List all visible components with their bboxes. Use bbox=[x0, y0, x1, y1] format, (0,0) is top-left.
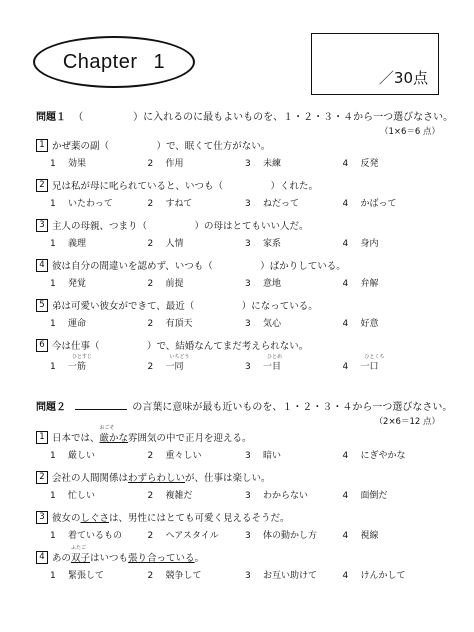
question-number: 2 bbox=[36, 471, 48, 484]
option[interactable]: 1 忙しい bbox=[50, 491, 96, 501]
option[interactable]: 2 作用 bbox=[147, 159, 184, 169]
option[interactable]: 3 一目 bbox=[245, 362, 282, 372]
option[interactable]: 1 効果 bbox=[50, 159, 87, 169]
option[interactable]: 1 一筋 bbox=[50, 362, 87, 372]
option[interactable]: 3 暗い bbox=[245, 451, 282, 461]
option[interactable]: 4 一口 bbox=[342, 362, 379, 372]
option[interactable]: 4 けんかして bbox=[342, 571, 406, 581]
option[interactable]: 3 お互い助けて bbox=[245, 571, 318, 581]
option[interactable]: 1 着ているもの bbox=[50, 531, 123, 541]
option[interactable]: 1 緊張して bbox=[50, 571, 105, 581]
question-number: 6 bbox=[36, 339, 48, 352]
question-number: 2 bbox=[36, 179, 48, 192]
section-2-label: 問題２ bbox=[36, 402, 66, 413]
question-item bbox=[36, 298, 440, 329]
option[interactable]: 1 厳しい bbox=[50, 451, 96, 461]
option[interactable]: 4 視線 bbox=[342, 531, 379, 541]
question-number: 4 bbox=[36, 259, 48, 272]
option[interactable]: 4 反発 bbox=[342, 159, 379, 169]
option[interactable]: 4 面倒だ bbox=[342, 491, 388, 501]
question-stem: 兄は私が母に叱られていると、いつも（ ）くれた。 bbox=[52, 181, 319, 192]
section-2-instruction: の言葉に意味が最も近いものを、１・２・３・４から一つ選びなさい。 bbox=[132, 402, 453, 413]
option[interactable]: 3 わからない bbox=[245, 491, 309, 501]
question-stem: 今は仕事（ ）で、結婚なんてまだ考えられない。 bbox=[52, 341, 309, 352]
option[interactable]: 4 弁解 bbox=[342, 279, 379, 289]
question-number: 3 bbox=[36, 511, 48, 524]
underline-blank bbox=[75, 400, 127, 410]
question-number: 1 bbox=[36, 139, 48, 152]
section-1-label: 問題１ bbox=[36, 112, 66, 123]
question-item bbox=[36, 178, 440, 209]
question-item: 1 日本では、 おごそ 厳かな 雰囲気の中で正月を迎える。 1 厳しい 2 重々しい 3 暗い 4 にぎやかな bbox=[36, 430, 440, 461]
option[interactable]: 2 ヘアスタイル bbox=[147, 531, 219, 541]
option[interactable]: 3 気心 bbox=[245, 319, 282, 329]
target-word: おごそ 厳かな bbox=[99, 425, 129, 444]
question-stem: 弟は可愛い彼女ができて、最近（ ）になっている。 bbox=[52, 301, 318, 312]
option[interactable]: 2 前提 bbox=[147, 279, 184, 289]
question-stem: 主人の母親、つまり（ ）の母はとてもいい人だ。 bbox=[52, 221, 309, 232]
option[interactable]: 3 家系 bbox=[245, 239, 282, 249]
chapter-number: 1 bbox=[153, 50, 166, 73]
question-number: 5 bbox=[36, 299, 48, 312]
option[interactable]: 2 複雑だ bbox=[147, 491, 193, 501]
question-number: 1 bbox=[36, 431, 48, 444]
option[interactable]: 2 人情 bbox=[147, 239, 184, 249]
option[interactable]: 4 にぎやかな bbox=[342, 451, 406, 461]
score-total: ／30点 bbox=[378, 69, 428, 87]
question-item bbox=[36, 258, 440, 289]
option[interactable]: 2 すねて bbox=[147, 199, 193, 209]
option[interactable]: 3 体の動かし方 bbox=[245, 531, 318, 541]
option[interactable]: 1 運命 bbox=[50, 319, 87, 329]
option[interactable]: 1 発覚 bbox=[50, 279, 87, 289]
option[interactable]: 2 一同 bbox=[147, 362, 184, 372]
question-stem: かぜ薬の副（ ）で、眠くて仕方がない。 bbox=[52, 141, 271, 152]
option[interactable]: 4 かばって bbox=[342, 199, 397, 209]
question-item: 4 あの ふたご 双子 はいつも 張り合っている 。 1 緊張して 2 競争して 3 お互い助けて 4 けんかして bbox=[36, 550, 440, 581]
section-1-heading bbox=[36, 108, 454, 123]
score-box bbox=[311, 33, 439, 95]
question-item bbox=[36, 218, 440, 249]
option[interactable]: 1 義理 bbox=[50, 239, 87, 249]
question-item bbox=[36, 338, 440, 372]
option[interactable]: 2 有頂天 bbox=[147, 319, 193, 329]
section-1 bbox=[36, 108, 454, 372]
section-1-instruction: （ ）に入れるのに最もよいものを、１・２・３・４から一つ選びなさい。 bbox=[73, 112, 454, 123]
chapter-label: Chapter bbox=[62, 50, 138, 73]
question-item bbox=[36, 138, 440, 169]
question-item: 3 彼女の しぐさ は、男性にはとても可愛く見えるそうだ。 1 着ているもの 2 ヘアスタイル 3 体の動かし方 4 視線 bbox=[36, 510, 440, 541]
option[interactable]: 4 好意 bbox=[342, 319, 379, 329]
option[interactable]: 3 意地 bbox=[245, 279, 282, 289]
option[interactable]: 1 いたわって bbox=[50, 199, 113, 209]
chapter-title bbox=[33, 36, 195, 88]
target-word: ふたご 双子 bbox=[71, 545, 91, 564]
option[interactable]: 2 重々しい bbox=[147, 451, 202, 461]
section-1-points: （1×6＝6 点） bbox=[379, 127, 440, 137]
question-number: 4 bbox=[36, 551, 48, 564]
target-word: しぐさ bbox=[80, 513, 110, 524]
question-number: 3 bbox=[36, 219, 48, 232]
section-2-heading bbox=[36, 398, 453, 413]
option[interactable]: 3 未練 bbox=[245, 159, 282, 169]
question-stem: 彼は自分の間違いを認めず、いつも（ ）ばかりしている。 bbox=[52, 261, 346, 272]
section-2-points: （2×6＝12 点） bbox=[374, 417, 440, 427]
option[interactable]: 2 競争して bbox=[147, 571, 202, 581]
target-word-2: 張り合っている bbox=[128, 553, 195, 564]
question-item: 2 会社の人間関係は わずらわしい が、仕事は楽しい。 1 忙しい 2 複雑だ 3 わからない 4 面倒だ bbox=[36, 470, 440, 501]
option[interactable]: 3 ねだって bbox=[245, 199, 300, 209]
option[interactable]: 4 身内 bbox=[342, 239, 379, 249]
option-readings: ひとすじ いちどう ひとめ ひとくち bbox=[72, 354, 385, 360]
section-2 bbox=[36, 398, 453, 581]
target-word: わずらわしい bbox=[128, 473, 186, 484]
